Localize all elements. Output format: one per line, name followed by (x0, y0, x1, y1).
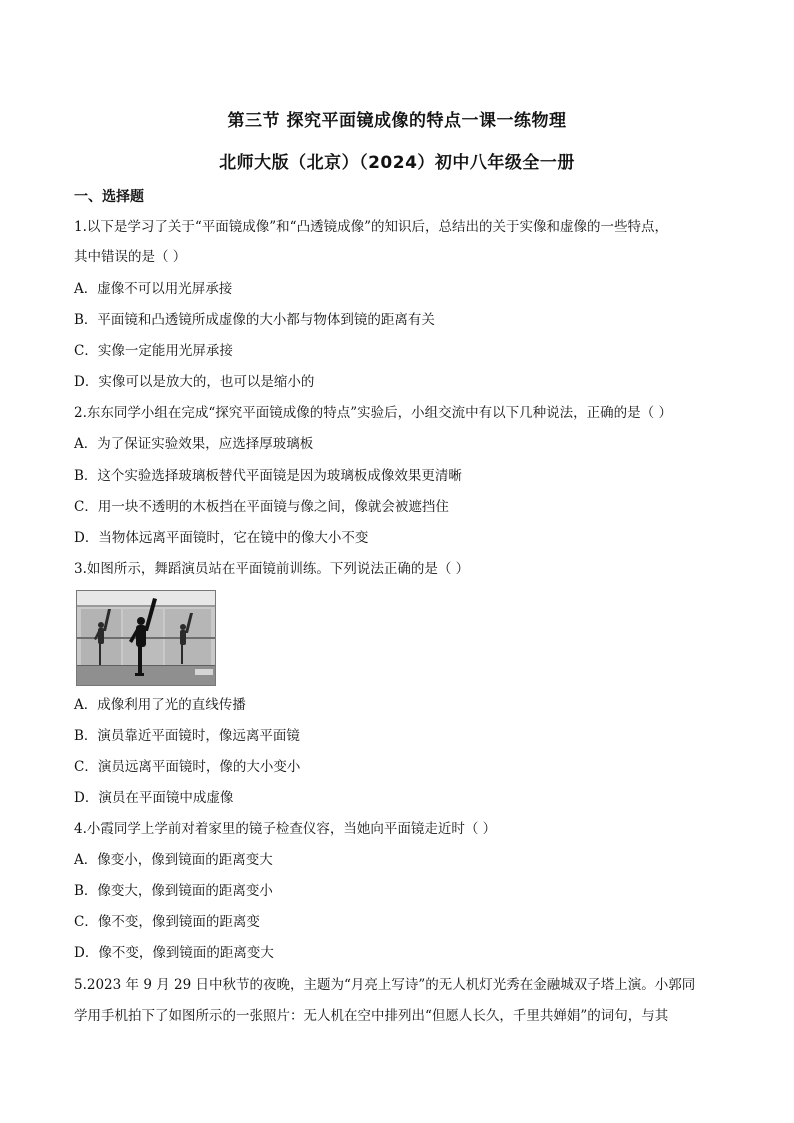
q2-option-b: B．这个实验选择玻璃板替代平面镜是因为玻璃板成像效果更清晰 (74, 468, 462, 484)
document-title-line-2: 北师大版（北京）（2024）初中八年级全一册 (219, 153, 575, 173)
q4-option-c: C．像不变，像到镜面的距离变 (74, 914, 260, 930)
q1-stem-line-1: 1.以下是学习了关于“平面镜成像”和“凸透镜成像”的知识后，总结出的关于实像和虚像的一些特点， (74, 219, 668, 235)
q2-option-d: D．当物体远离平面镜时，它在镜中的像大小不变 (74, 530, 369, 546)
document-title-line-1: 第三节 探究平面镜成像的特点一课一练物理 (227, 111, 567, 131)
q1-option-d: D．实像可以是放大的，也可以是缩小的 (74, 374, 315, 390)
q5-stem-line-2: 学用手机拍下了如图所示的一张照片：无人机在空中排列出“但愿人长久，千里共婵娟”的词句，与其 (74, 1008, 669, 1024)
q2-option-a: A．为了保证实验效果，应选择厚玻璃板 (74, 436, 314, 452)
q1-option-b: B．平面镜和凸透镜所成虚像的大小都与物体到镜的距离有关 (74, 312, 435, 328)
q4-option-a: A．像变小，像到镜面的距离变大 (74, 852, 273, 868)
q4-option-b: B．像变大，像到镜面的距离变小 (74, 883, 273, 899)
q3-option-d: D．演员在平面镜中成虚像 (74, 790, 234, 806)
q3-option-c: C．演员远离平面镜时，像的大小变小 (74, 759, 301, 775)
q3-option-a: A．成像利用了光的直线传播 (74, 697, 246, 713)
q1-option-a: A．虚像不可以用光屏承接 (74, 281, 233, 297)
section-heading: 一、选择题 (74, 189, 144, 205)
q1-option-c: C．实像一定能用光屏承接 (74, 343, 233, 359)
q4-option-d: D．像不变，像到镜面的距离变大 (74, 945, 274, 961)
q1-stem-line-2: 其中错误的是（ ） (74, 249, 187, 265)
q4-stem-line-1: 4.小霞同学上学前对着家里的镜子检查仪容，当她向平面镜走近时（ ） (74, 821, 497, 837)
q2-option-c: C．用一块不透明的木板挡在平面镜与像之间，像就会被遮挡住 (74, 499, 449, 515)
q3-option-b: B．演员靠近平面镜时，像远离平面镜 (74, 728, 300, 744)
q3-stem-line-1: 3.如图所示，舞蹈演员站在平面镜前训练。下列说法正确的是（ ） (74, 561, 470, 577)
dancer-mirror-photo (76, 590, 216, 686)
q2-stem-line-1: 2.东东同学小组在完成“探究平面镜成像的特点”实验后，小组交流中有以下几种说法，正确的是（ ） (74, 405, 672, 421)
q5-stem-line-1: 5.2023 年 9 月 29 日中秋节的夜晚，主题为“月亮上写诗”的无人机灯光秀在金融城双子塔上演。小郭同 (74, 977, 696, 993)
